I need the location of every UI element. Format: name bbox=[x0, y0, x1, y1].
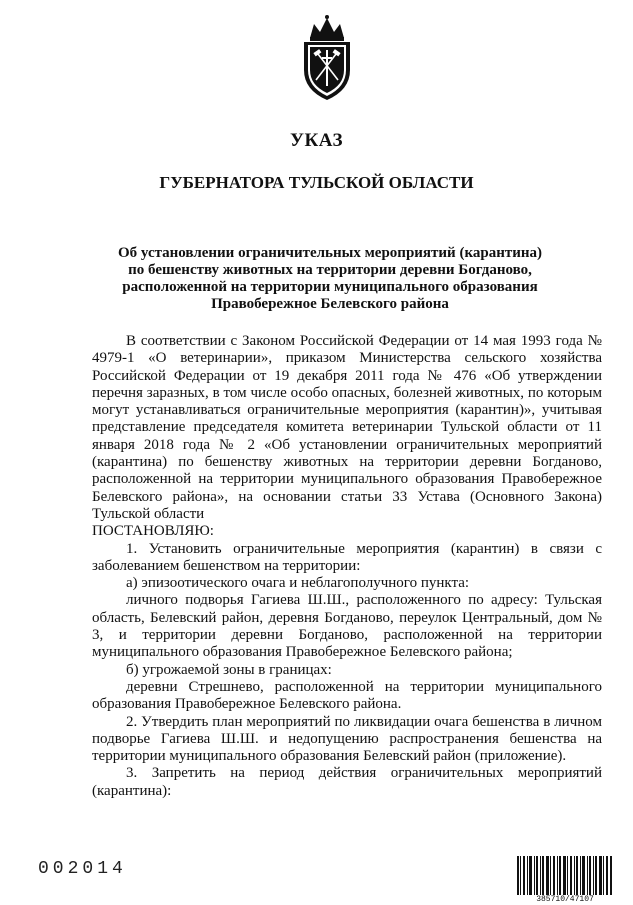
decree-heading bbox=[60, 245, 600, 313]
decree-body bbox=[92, 333, 602, 800]
barcode bbox=[517, 856, 613, 904]
clause-1b: б) угрожаемой зоны в границах: bbox=[126, 661, 332, 678]
document-title: УКАЗ bbox=[290, 130, 343, 151]
heading-line: расположенной на территории муниципального образования bbox=[122, 279, 538, 295]
tula-coat-of-arms-icon bbox=[296, 14, 358, 102]
clause-1a: а) эпизоотического очага и неблагополучного пункта: bbox=[126, 575, 470, 592]
heading-line: Об установлении ограничительных мероприятий (карантина) bbox=[117, 245, 542, 261]
clause-3: 3. Запретить на период действия ограничительных мероприятий (карантина): bbox=[92, 765, 602, 799]
document-subtitle: ГУБЕРНАТОРА ТУЛЬСКОЙ ОБЛАСТИ bbox=[159, 173, 474, 192]
preamble-paragraph: В соответствии с Законом Российской Федерации от 14 мая 1993 года № 4979-1 «О ветеринарии», приказом Министерства сельского хозяйства Российской Федерации от 19 декабря 2011 года № 476 «Об утверждении перечня заразных, в том числе особо опасных, болезней животных, по которым могут устанавливаться ограничительные мероприятия (карантин)», учитывая представление председателя комитета ветеринарии Тульской области от 11 января 2018 года № 2 «Об установлении ограничительных мероприятий (карантина) по бешенству животных на территории деревни Богданово, расположенной на территории муниципального образования Правобережное Белевского района», на основании статьи 33 Устава (Основного Закона) Тульской области bbox=[92, 333, 602, 522]
clause-1a-detail: личного подворья Гагиева Ш.Ш., расположенного по адресу: Тульская область, Белевский район, деревня Богданово, переулок Центральный, дом № 3, и территории деревни Богданово, расположенной на территории муниципального образования Правобережное Белевского района; bbox=[92, 592, 602, 661]
heading-line: Правобережное Белевского района bbox=[211, 296, 449, 312]
barcode-icon bbox=[517, 856, 613, 896]
heading-line: по бешенству животных на территории деревни Богданово, bbox=[128, 262, 532, 278]
clause-1b-detail: деревни Стрешнево, расположенной на территории муниципального образования Правобережное Белевского района. bbox=[92, 678, 602, 713]
resolution-keyword: ПОСТАНОВЛЯЮ: bbox=[92, 523, 214, 540]
barcode-number: 385710/47107 bbox=[517, 895, 613, 904]
document-number: 002014 bbox=[38, 859, 127, 879]
clause-1: 1. Установить ограничительные мероприятия (карантин) в связи с заболеванием бешенством на территории: bbox=[92, 540, 602, 574]
clause-2: 2. Утвердить план мероприятий по ликвидации очага бешенства в личном подворье Гагиева Ш.Ш. и недопущению распространения бешенства на территории муниципального образования Белевский район (приложение). bbox=[92, 713, 602, 765]
